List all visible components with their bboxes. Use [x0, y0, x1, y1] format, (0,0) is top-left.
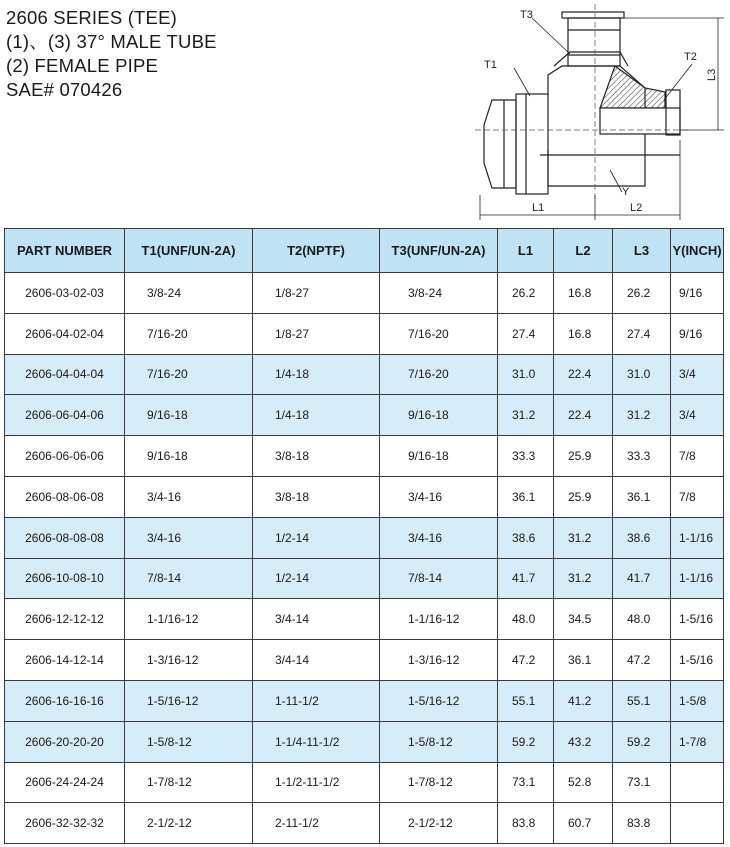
cell-part-number: 2606-10-08-10: [5, 558, 125, 599]
series-title: 2606 SERIES (TEE): [6, 7, 177, 28]
cell-t1: 7/16-20: [125, 354, 253, 395]
cell-t3: 7/16-20: [380, 354, 498, 395]
cell-l3: 26.2: [613, 273, 671, 314]
female-pipe-line: (2) FEMALE PIPE: [6, 55, 159, 76]
cell-t1: 3/4-16: [125, 476, 253, 517]
cell-l3: 73.1: [613, 762, 671, 803]
table-header-row: [5, 229, 724, 273]
cell-t2: 1/8-27: [253, 313, 380, 354]
cell-l1: 36.1: [498, 476, 554, 517]
cell-t1: 3/4-16: [125, 517, 253, 558]
label-l3: L3: [706, 68, 718, 81]
cell-t3: 1-5/8-12: [380, 721, 498, 762]
cell-y: [671, 803, 724, 844]
header-y: Y(INCH): [671, 229, 724, 273]
header-part-number: PART NUMBER: [5, 229, 125, 273]
cell-l1: 38.6: [498, 517, 554, 558]
cell-part-number: 2606-20-20-20: [5, 721, 125, 762]
cell-l3: 36.1: [613, 476, 671, 517]
cell-l3: 47.2: [613, 640, 671, 681]
cell-l3: 33.3: [613, 436, 671, 477]
cell-l2: 43.2: [554, 721, 613, 762]
table-row: [5, 517, 724, 558]
header-t3: T3(UNF/UN-2A): [380, 229, 498, 273]
cell-l2: 25.9: [554, 476, 613, 517]
cell-l1: 31.2: [498, 395, 554, 436]
table-row: [5, 558, 724, 599]
cell-part-number: 2606-16-16-16: [5, 680, 125, 721]
cell-l1: 83.8: [498, 803, 554, 844]
cell-l2: 41.2: [554, 680, 613, 721]
table-row: [5, 803, 724, 844]
cell-t3: 3/4-16: [380, 517, 498, 558]
cell-l1: 73.1: [498, 762, 554, 803]
cell-t2: 3/8-18: [253, 476, 380, 517]
cell-y: 1-7/8: [671, 721, 724, 762]
cell-y: 7/8: [671, 476, 724, 517]
sae-number: SAE# 070426: [6, 79, 123, 100]
cell-y: 9/16: [671, 313, 724, 354]
table-row: [5, 721, 724, 762]
label-l1: L1: [532, 202, 545, 214]
cell-t1: 7/16-20: [125, 313, 253, 354]
cell-l2: 60.7: [554, 803, 613, 844]
cell-t2: 2-11-1/2: [253, 803, 380, 844]
label-l2: L2: [630, 202, 643, 214]
cell-y: [671, 762, 724, 803]
cell-part-number: 2606-08-08-08: [5, 517, 125, 558]
table-row: [5, 395, 724, 436]
body-shape: [540, 66, 680, 186]
cell-t2: 1/2-14: [253, 558, 380, 599]
table-row: [5, 313, 724, 354]
cell-y: 1-5/8: [671, 680, 724, 721]
cell-y: 1-1/16: [671, 517, 724, 558]
cell-t1: 9/16-18: [125, 395, 253, 436]
cell-l2: 22.4: [554, 395, 613, 436]
male-tube-line: (1)、(3) 37° MALE TUBE: [6, 31, 217, 52]
header-t2: T2(NPTF): [253, 229, 380, 273]
cell-l3: 31.0: [613, 354, 671, 395]
cell-t2: 1/4-18: [253, 354, 380, 395]
cell-l3: 48.0: [613, 599, 671, 640]
cell-t3: 1-5/16-12: [380, 680, 498, 721]
cell-l1: 59.2: [498, 721, 554, 762]
cell-t1: 2-1/2-12: [125, 803, 253, 844]
cell-l1: 33.3: [498, 436, 554, 477]
cell-t3: 3/4-16: [380, 476, 498, 517]
spec-table: [4, 228, 724, 844]
cell-y: 1-5/16: [671, 599, 724, 640]
cell-l1: 47.2: [498, 640, 554, 681]
cell-t1: 1-1/16-12: [125, 599, 253, 640]
header-t1: T1(UNF/UN-2A): [125, 229, 253, 273]
cell-t2: 3/4-14: [253, 640, 380, 681]
cell-l3: 55.1: [613, 680, 671, 721]
cell-t3: 7/8-14: [380, 558, 498, 599]
cell-l2: 52.8: [554, 762, 613, 803]
cell-l2: 25.9: [554, 436, 613, 477]
cell-l3: 83.8: [613, 803, 671, 844]
header-l3: L3: [613, 229, 671, 273]
cell-l2: 36.1: [554, 640, 613, 681]
cell-part-number: 2606-06-04-06: [5, 395, 125, 436]
cell-t2: 1/4-18: [253, 395, 380, 436]
cell-y: 9/16: [671, 273, 724, 314]
table-row: [5, 273, 724, 314]
cell-l3: 38.6: [613, 517, 671, 558]
cell-t1: 1-5/16-12: [125, 680, 253, 721]
table-row: [5, 436, 724, 477]
cell-t1: 7/8-14: [125, 558, 253, 599]
cell-part-number: 2606-04-02-04: [5, 313, 125, 354]
cell-part-number: 2606-12-12-12: [5, 599, 125, 640]
cell-y: 1-1/16: [671, 558, 724, 599]
cell-t2: 3/4-14: [253, 599, 380, 640]
cell-part-number: 2606-06-06-06: [5, 436, 125, 477]
cell-t3: 1-3/16-12: [380, 640, 498, 681]
cell-t3: 2-1/2-12: [380, 803, 498, 844]
cell-t2: 1/2-14: [253, 517, 380, 558]
cell-t3: 1-1/16-12: [380, 599, 498, 640]
cell-l2: 22.4: [554, 354, 613, 395]
table-row: [5, 354, 724, 395]
cell-l3: 31.2: [613, 395, 671, 436]
cell-l3: 41.7: [613, 558, 671, 599]
cell-t3: 9/16-18: [380, 395, 498, 436]
cell-l1: 26.2: [498, 273, 554, 314]
cell-t1: 9/16-18: [125, 436, 253, 477]
label-t3: T3: [520, 9, 533, 21]
cell-part-number: 2606-32-32-32: [5, 803, 125, 844]
label-t2: T2: [684, 51, 697, 63]
cell-l1: 31.0: [498, 354, 554, 395]
label-y: Y: [622, 186, 630, 198]
header-l2: L2: [554, 229, 613, 273]
cell-part-number: 2606-24-24-24: [5, 762, 125, 803]
cell-t3: 9/16-18: [380, 436, 498, 477]
cell-t2: 1/8-27: [253, 273, 380, 314]
header-l1: L1: [498, 229, 554, 273]
table-row: [5, 476, 724, 517]
cell-t3: 7/16-20: [380, 313, 498, 354]
cell-t2: 3/8-18: [253, 436, 380, 477]
cell-part-number: 2606-14-12-14: [5, 640, 125, 681]
cell-t2: 1-11-1/2: [253, 680, 380, 721]
cell-l3: 27.4: [613, 313, 671, 354]
label-t1: T1: [484, 59, 497, 71]
cell-l2: 31.2: [554, 517, 613, 558]
cell-y: 3/4: [671, 395, 724, 436]
cell-l2: 16.8: [554, 313, 613, 354]
table-row: [5, 762, 724, 803]
cell-l2: 34.5: [554, 599, 613, 640]
table-row: [5, 599, 724, 640]
cell-t1: 1-5/8-12: [125, 721, 253, 762]
table-row: [5, 680, 724, 721]
cell-t3: 1-7/8-12: [380, 762, 498, 803]
table-body: [5, 273, 724, 844]
left-branch-shape: [484, 94, 548, 194]
cell-part-number: 2606-03-02-03: [5, 273, 125, 314]
cell-l1: 55.1: [498, 680, 554, 721]
cell-t2: 1-1/4-11-1/2: [253, 721, 380, 762]
cell-y: 1-5/16: [671, 640, 724, 681]
cell-t1: 1-3/16-12: [125, 640, 253, 681]
cell-l2: 16.8: [554, 273, 613, 314]
cell-t1: 3/8-24: [125, 273, 253, 314]
cell-l2: 31.2: [554, 558, 613, 599]
title-block: [6, 6, 217, 102]
tee-fitting-drawing: [470, 0, 730, 222]
cell-t2: 1-1/2-11-1/2: [253, 762, 380, 803]
cell-part-number: 2606-08-06-08: [5, 476, 125, 517]
cell-t1: 1-7/8-12: [125, 762, 253, 803]
cell-y: 3/4: [671, 354, 724, 395]
cell-y: 7/8: [671, 436, 724, 477]
table-row: [5, 640, 724, 681]
cell-l3: 59.2: [613, 721, 671, 762]
cell-l1: 27.4: [498, 313, 554, 354]
top-branch-shape: [554, 12, 628, 66]
cell-l1: 41.7: [498, 558, 554, 599]
cell-t3: 3/8-24: [380, 273, 498, 314]
cell-part-number: 2606-04-04-04: [5, 354, 125, 395]
cell-l1: 48.0: [498, 599, 554, 640]
